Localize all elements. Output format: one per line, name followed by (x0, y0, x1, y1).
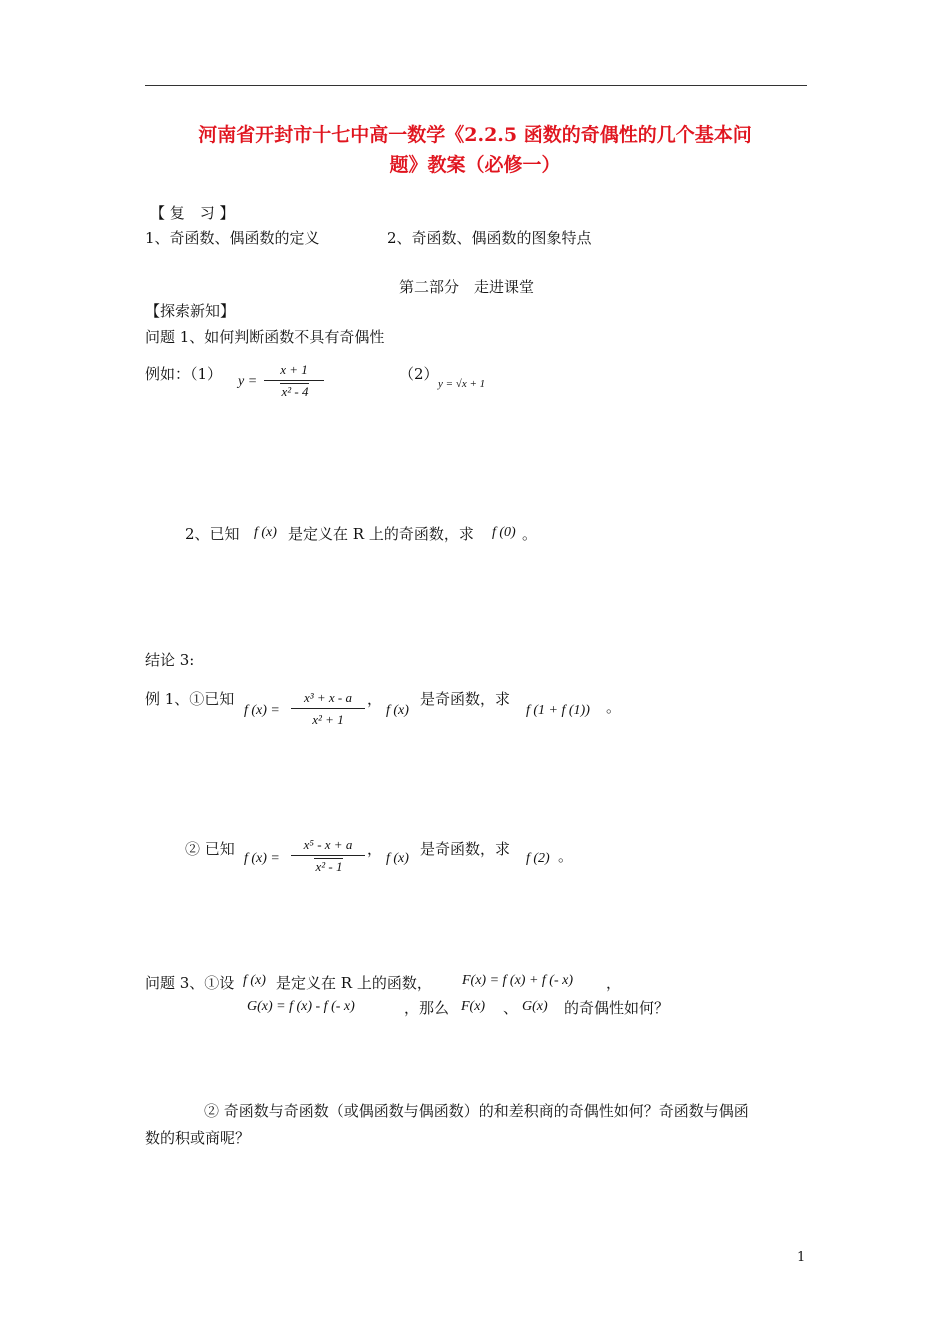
conclusion-3: 结论 3: (145, 651, 195, 669)
example-label: 例如：（1） (145, 365, 223, 383)
question-2-text: 是定义在 R 上的奇函数，求 (288, 525, 474, 543)
example2-label: （2） (399, 365, 439, 383)
doc-title-line1: 河南省开封市十七中高一数学《2.2.5 函数的奇偶性的几个基本问 (198, 124, 752, 146)
explore-header: 【探索新知】 (145, 302, 236, 320)
ex-b-end: 。 (558, 847, 574, 865)
review-header: 【 复 习 】 (150, 204, 235, 222)
question-3-Fx: F(x) (461, 999, 486, 1014)
question-3b-line1: ② 奇函数与奇函数（或偶函数与偶函数）的和差积商的奇偶性如何？奇函数与偶函 (204, 1102, 749, 1120)
doc-title-line2: 题》教案（必修一） (389, 154, 561, 176)
ex-b-text: 是奇函数，求 (420, 840, 511, 858)
ex-a-fx: f (x) (386, 703, 409, 718)
example1-lhs: y = (238, 374, 258, 389)
question-2-prefix: 2、已知 (185, 525, 240, 543)
ex-a-denominator: x² + 1 (312, 712, 344, 727)
ex-b-comma: ， (367, 840, 383, 858)
ex-a-numerator: x³ + x - a (291, 690, 365, 709)
example2b-label: ② 已知 (185, 840, 235, 858)
ex-b-denominator: x² - 1 (315, 859, 343, 874)
question-3-Gx: G(x) (522, 999, 548, 1014)
question-3-text: 是定义在 R 上的函数， (276, 974, 432, 992)
header-rule (145, 85, 807, 86)
example1-denominator: x² - 4 (281, 384, 309, 399)
question-3-prefix: 问题 3、①设 (145, 974, 235, 992)
question-1: 问题 1、如何判断函数不具有奇偶性 (145, 328, 385, 346)
question-3b-line2: 数的积或商呢？ (145, 1129, 251, 1147)
page-number: 1 (797, 1250, 806, 1265)
ex-a-text: 是奇函数，求 (420, 690, 511, 708)
ex-a-comma: ， (367, 690, 383, 708)
question-3-end: 的奇偶性如何？ (564, 999, 670, 1017)
example2-formula: y = √x + 1 (438, 378, 486, 390)
question-2-end: 。 (522, 525, 538, 543)
example1-numerator: x + 1 (264, 362, 324, 381)
question-3-text2: ，那么 (404, 999, 450, 1017)
question-3-F: F(x) = f (x) + f (- x) (462, 973, 574, 988)
review-item-1: 1、奇函数、偶函数的定义 (145, 229, 320, 247)
question-3-sep: 、 (503, 999, 519, 1017)
ex-a-lhs: f (x) = (244, 703, 280, 718)
question-2-f0: f (0) (492, 525, 516, 540)
ex-a-fraction (291, 690, 365, 728)
review-item-2: 2、奇函数、偶函数的图象特点 (387, 229, 592, 247)
question-3-G: G(x) = f (x) - f (- x) (247, 999, 355, 1014)
ex-b-lhs: f (x) = (244, 851, 280, 866)
ex-a-target: f (1 + f (1)) (526, 703, 590, 718)
question-2-fx: f (x) (254, 525, 277, 540)
example1-fraction (264, 362, 324, 400)
question-3-fx: f (x) (243, 973, 266, 988)
ex-b-fx: f (x) (386, 851, 409, 866)
ex-b-numerator: x⁵ - x + a (291, 837, 365, 856)
part2-header: 第二部分 走进课堂 (399, 278, 535, 296)
question-3-comma: ， (606, 974, 622, 992)
ex-b-target: f (2) (526, 851, 550, 866)
ex-b-fraction (291, 837, 365, 875)
ex-a-end: 。 (606, 698, 622, 716)
example1-label: 例 1、①已知 (145, 690, 235, 708)
